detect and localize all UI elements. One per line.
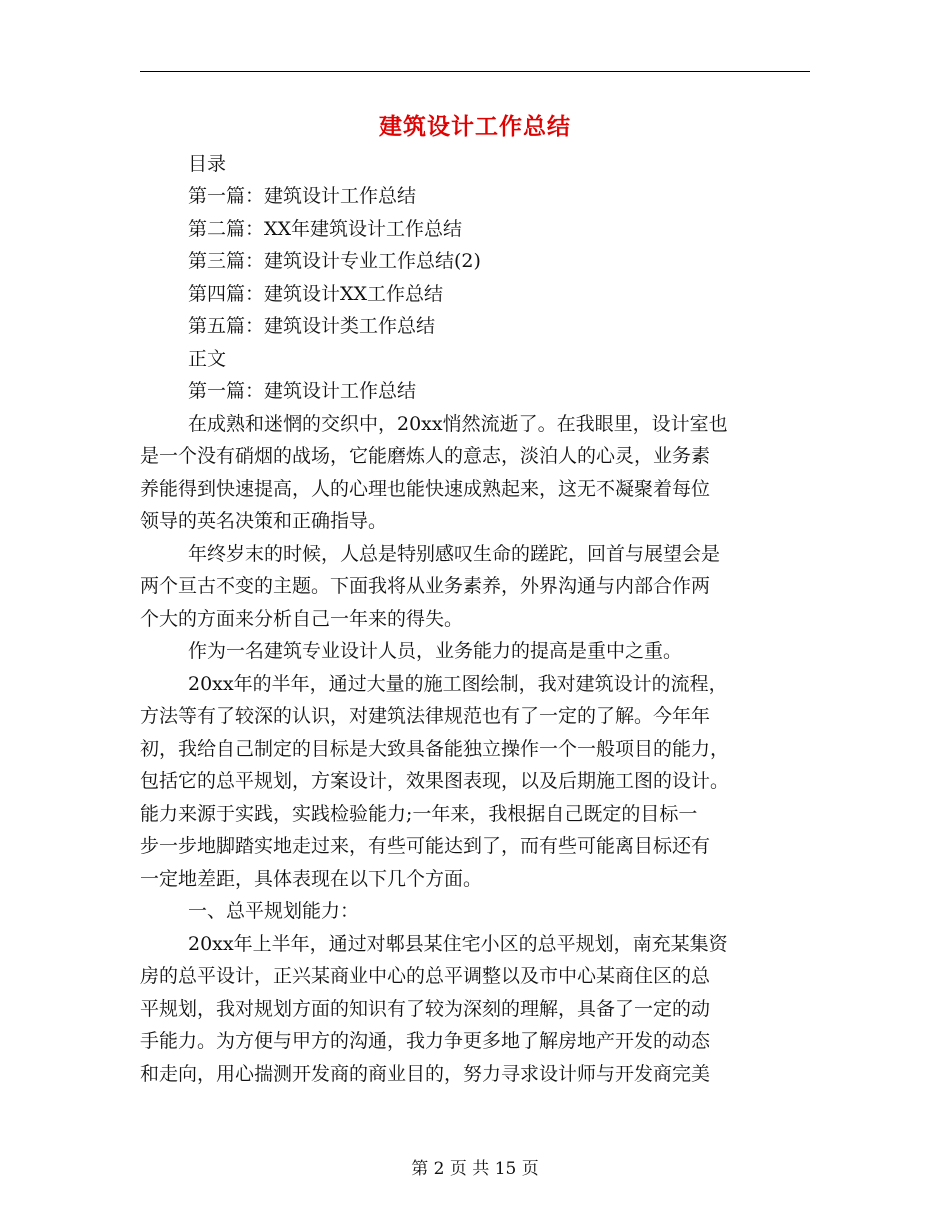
paragraph-line: 20xx年的半年，通过大量的施工图绘制，我对建筑设计的流程， [188,673,728,695]
toc-heading: 目录 [188,153,227,175]
paragraph-line: 方法等有了较深的认识，对建筑法律规范也有了一定的了解。今年年 [140,705,711,727]
document-title: 建筑设计工作总结 [379,113,571,140]
paragraph-line: 作为一名建筑专业设计人员，业务能力的提高是重中之重。 [188,640,683,662]
paragraph-line: 个大的方面来分析自己一年来的得失。 [140,608,464,630]
body-heading: 正文 [188,348,227,370]
paragraph-line: 养能得到快速提高，人的心理也能快速成熟起来，这无不凝聚着每位 [140,478,711,500]
paragraph-line: 手能力。为方便与甲方的沟通，我力争更多地了解房地产开发的动态 [140,1030,711,1052]
paragraph-line: 领导的英名决策和正确指导。 [140,510,388,532]
paragraph-line: 能力来源于实践，实践检验能力;一年来，我根据自己既定的目标一 [140,803,698,825]
toc-item: 第二篇：XX年建筑设计工作总结 [188,218,463,240]
paragraph-line: 两个亘古不变的主题。下面我将从业务素养，外界沟通与内部合作两 [140,575,711,597]
paragraph-line: 平规划，我对规划方面的知识有了较为深刻的理解，具备了一定的动 [140,998,711,1020]
toc-item: 第三篇：建筑设计专业工作总结(2) [188,250,481,272]
subsection-heading: 一、总平规划能力： [188,900,360,922]
paragraph-line: 和走向，用心揣测开发商的商业目的，努力寻求设计师与开发商完美 [140,1063,711,1085]
toc-item: 第四篇：建筑设计XX工作总结 [188,283,444,305]
toc-item: 第一篇：建筑设计工作总结 [188,185,417,207]
paragraph-line: 20xx年上半年，通过对郫县某住宅小区的总平规划，南充某集资 [188,933,728,955]
paragraph-line: 一定地差距，具体表现在以下几个方面。 [140,868,483,890]
paragraph-line: 步一步地脚踏实地走过来，有些可能达到了，而有些可能离目标还有 [140,835,711,857]
toc-item: 第五篇：建筑设计类工作总结 [188,315,436,337]
paragraph-line: 是一个没有硝烟的战场，它能磨炼人的意志，淡泊人的心灵，业务素 [140,445,711,467]
page-footer: 第 2 页 共 15 页 [411,1159,539,1179]
paragraph-line: 在成熟和迷惘的交织中，20xx悄然流逝了。在我眼里，设计室也 [188,413,728,435]
header-rule [140,71,810,72]
paragraph-line: 包括它的总平规划，方案设计，效果图表现，以及后期施工图的设计。 [140,770,730,792]
paragraph-line: 房的总平设计，正兴某商业中心的总平调整以及市中心某商住区的总 [140,965,711,987]
section-heading: 第一篇：建筑设计工作总结 [188,380,417,402]
paragraph-line: 初，我给自己制定的目标是大致具备能独立操作一个一般项目的能力， [140,738,730,760]
paragraph-line: 年终岁末的时候，人总是特别感叹生命的蹉跎，回首与展望会是 [188,543,721,565]
